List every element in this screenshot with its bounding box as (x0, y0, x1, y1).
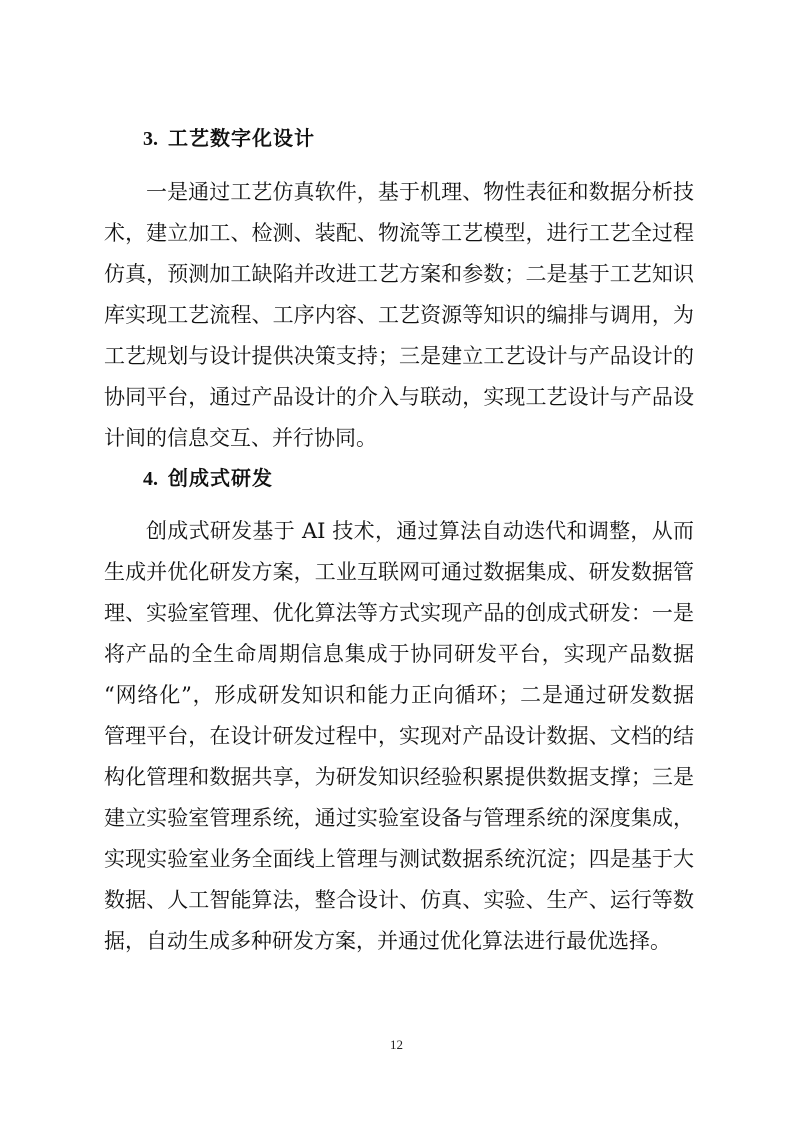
paragraph-line: 生成并优化研发方案，工业互联网可通过数据集成、研发数据管 (104, 560, 694, 584)
section-3-paragraph (104, 172, 694, 459)
paragraph-line: 实现实验室业务全面线上管理与测试数据系统沉淀；四是基于大 (104, 847, 694, 871)
paragraph-line: 库实现工艺流程、工序内容、工艺资源等知识的编排与调用，为 (104, 303, 694, 327)
paragraph-line: 协同平台，通过产品设计的介入与联动，实现工艺设计与产品设 (104, 385, 694, 409)
section-4-title: 创成式研发 (168, 466, 273, 490)
paragraph-line: 建立实验室管理系统，通过实验室设备与管理系统的深度集成， (104, 806, 694, 830)
paragraph-line: 据，自动生成多种研发方案，并通过优化算法进行最优选择。 (104, 929, 671, 953)
paragraph-line: 术，建立加工、检测、装配、物流等工艺模型，进行工艺全过程 (104, 221, 694, 245)
paragraph-line: 工艺规划与设计提供决策支持；三是建立工艺设计与产品设计的 (104, 344, 694, 368)
section-3-title: 工艺数字化设计 (168, 126, 315, 150)
paragraph-line: 仿真，预测加工缺陷并改进工艺方案和参数；二是基于工艺知识 (104, 262, 694, 286)
paragraph-line: 将产品的全生命周期信息集成于协同研发平台，实现产品数据 (104, 642, 694, 666)
section-3-number: 3. (143, 128, 158, 150)
section-4-paragraph (104, 511, 694, 962)
section-3-heading (143, 124, 315, 153)
paragraph-line: 一是通过工艺仿真软件，基于机理、物性表征和数据分析技 (146, 180, 694, 204)
section-4-number: 4. (143, 468, 158, 490)
paragraph-line: 理、实验室管理、优化算法等方式实现产品的创成式研发：一是 (104, 601, 694, 625)
paragraph-line: 创成式研发基于 AI 技术，通过算法自动迭代和调整，从而 (146, 519, 694, 543)
paragraph-line: 数据、人工智能算法，整合设计、仿真、实验、生产、运行等数 (104, 888, 694, 912)
paragraph-line: “网络化”，形成研发知识和能力正向循环；二是通过研发数据 (104, 683, 694, 707)
section-4-heading (143, 464, 273, 493)
paragraph-line: 管理平台，在设计研发过程中，实现对产品设计数据、文档的结 (104, 724, 694, 748)
page-number: 12 (390, 1037, 403, 1052)
paragraph-line: 计间的信息交互、并行协同。 (104, 426, 377, 450)
paragraph-line: 构化管理和数据共享，为研发知识经验积累提供数据支撑；三是 (104, 765, 694, 789)
